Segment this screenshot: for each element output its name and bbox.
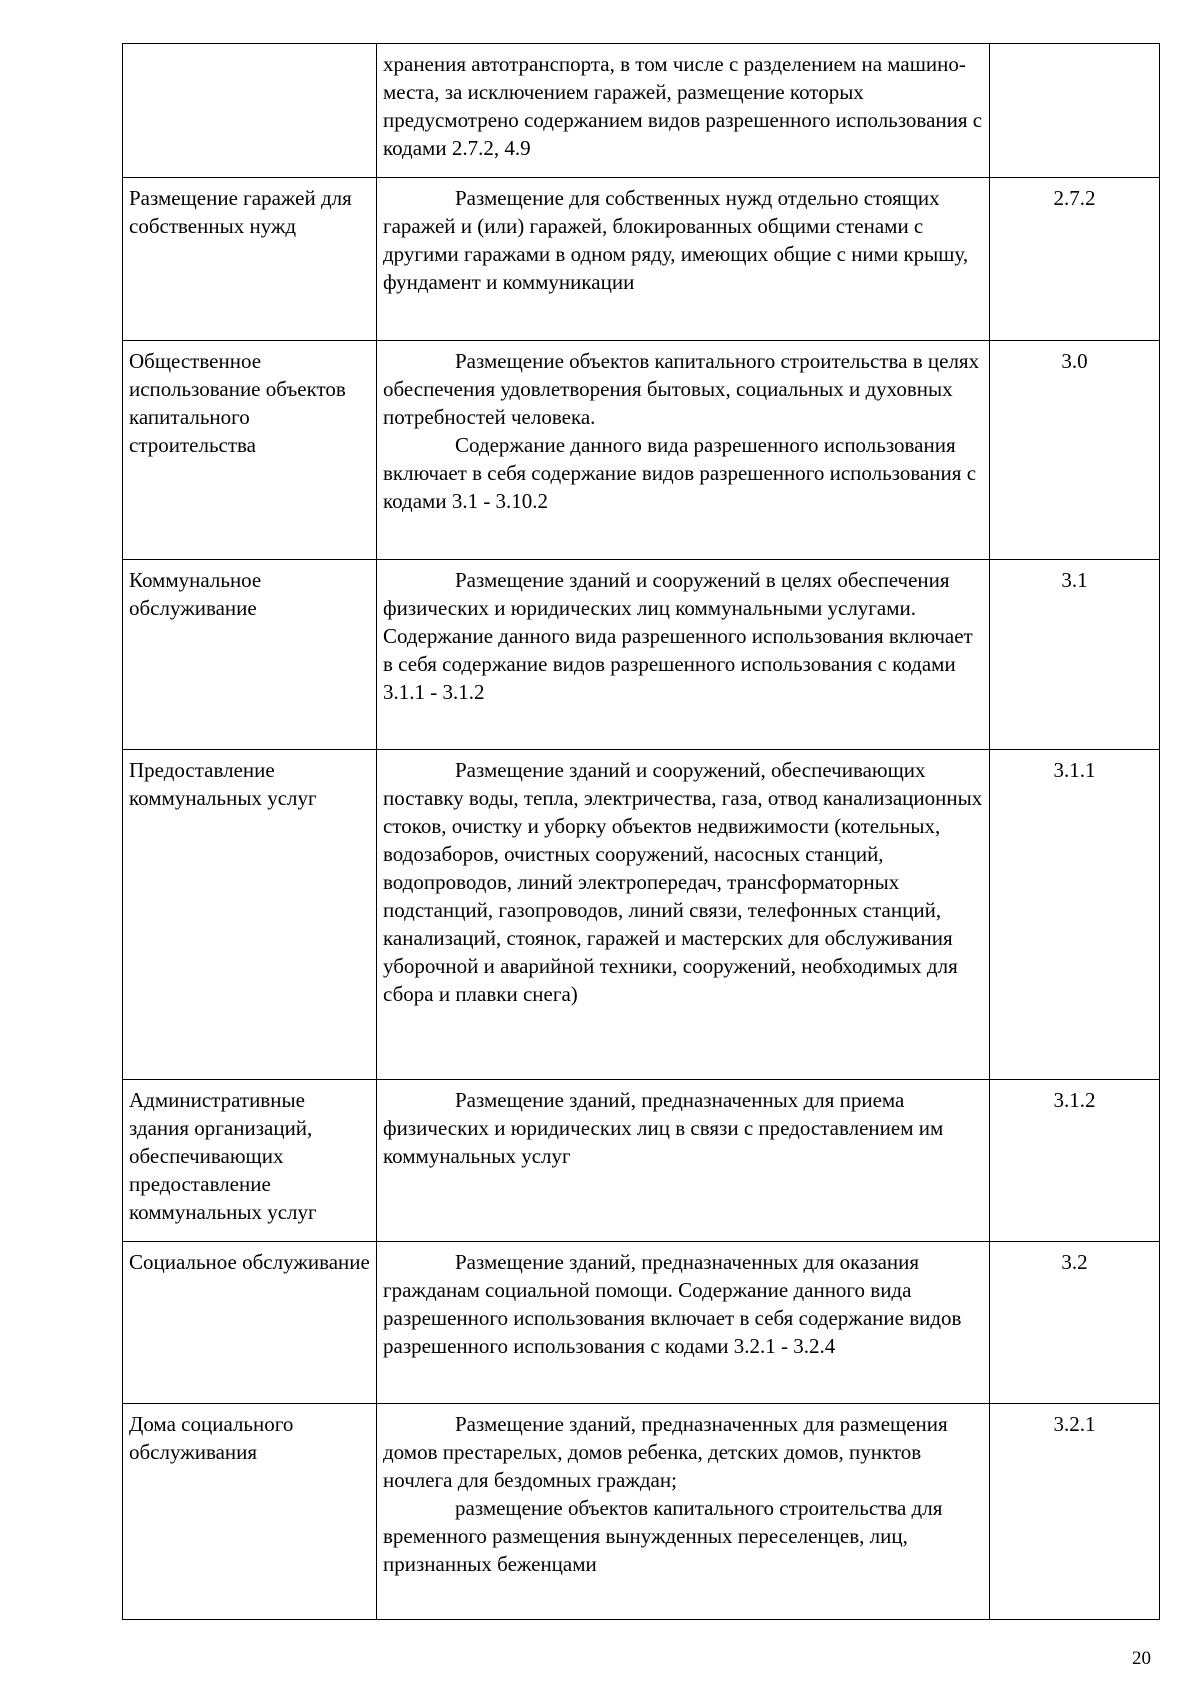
land-use-description [377,750,990,1080]
description-paragraph: хранения автотранспорта, в том числе с разделением на машино-места, за исключением гаражей, размещение которых предусмотрено содержанием видов разрешенного использования с кодами 2.7.2, 4.9 [383,52,983,160]
table-row [123,1080,1160,1242]
page-number: 20 [1132,1648,1151,1669]
table-row [123,44,1160,178]
land-use-code: 3.1.1 [990,750,1160,1080]
land-use-code [990,44,1160,178]
land-use-name: Дома социального обслуживания [123,1404,377,1620]
description-paragraph: Содержание данного вида разрешенного использования включает в себя содержание видов разрешенного использования с кодами 3.1 - 3.10.2 [383,433,977,513]
description-paragraph: Размещение зданий и сооружений в целях обеспечения физических и юридических лиц коммунальными услугами. Содержание данного вида разрешенного использования включает в себя содержание видов разрешенного использования с кодами 3.1.1 - 3.1.2 [383,568,973,704]
land-use-name: Коммунальное обслуживание [123,560,377,750]
land-use-name: Размещение гаражей для собственных нужд [123,178,377,341]
land-use-code: 3.1 [990,560,1160,750]
table-body [123,44,1160,1620]
land-use-code: 3.0 [990,341,1160,560]
description-paragraph: Размещение объектов капитального строительства в целях обеспечения удовлетворения бытовых, социальных и духовных потребностей человека. [383,349,980,429]
description-paragraph: Размещение для собственных нужд отдельно стоящих гаражей и (или) гаражей, блокированных общими стенами с другими гаражами в одном ряду, имеющих общие с ними крышу, фундамент и коммуникации [383,186,969,294]
description-paragraph: Размещение зданий и сооружений, обеспечивающих поставку воды, тепла, электричества, газа, отвод канализационных стоков, очистку и уборку объектов недвижимости (котельных, водозаборов, очистных сооружений, насосных станций, водопроводов, линий электропередач, трансформаторных подстанций, газопроводов, линий связи, телефонных станций, канализаций, стоянок, гаражей и мастерских для обслуживания уборочной и аварийной техники, сооружений, необходимых для сбора и плавки снега) [383,758,983,1006]
table-row [123,1404,1160,1620]
table-row [123,341,1160,560]
land-use-description [377,1404,990,1620]
land-use-name: Социальное обслуживание [123,1242,377,1404]
table-row [123,1242,1160,1404]
land-use-table [122,43,1160,1620]
land-use-name: Общественное использование объектов капитального строительства [123,341,377,560]
table-row [123,560,1160,750]
land-use-code: 3.1.2 [990,1080,1160,1242]
land-use-description [377,44,990,178]
land-use-description [377,341,990,560]
land-use-description [377,560,990,750]
description-paragraph: Размещение зданий, предназначенных для размещения домов престарелых, домов ребенка, детских домов, пунктов ночлега для бездомных граждан; [383,1412,948,1492]
land-use-name: Предоставление коммунальных услуг [123,750,377,1080]
land-use-description [377,1242,990,1404]
land-use-name: Административные здания организаций, обеспечивающих предоставление коммунальных услуг [123,1080,377,1242]
table-row [123,178,1160,341]
land-use-code: 3.2.1 [990,1404,1160,1620]
land-use-description [377,178,990,341]
land-use-name [123,44,377,178]
land-use-code: 3.2 [990,1242,1160,1404]
land-use-code: 2.7.2 [990,178,1160,341]
description-paragraph: размещение объектов капитального строительства для временного размещения вынужденных переселенцев, лиц, признанных беженцами [383,1496,943,1576]
table-row [123,750,1160,1080]
description-paragraph: Размещение зданий, предназначенных для оказания гражданам социальной помощи. Содержание данного вида разрешенного использования включает в себя содержание видов разрешенного использования с кодами 3.2.1 - 3.2.4 [383,1250,962,1358]
description-paragraph: Размещение зданий, предназначенных для приема физических и юридических лиц в связи с предоставлением им коммунальных услуг [383,1088,944,1168]
land-use-description [377,1080,990,1242]
